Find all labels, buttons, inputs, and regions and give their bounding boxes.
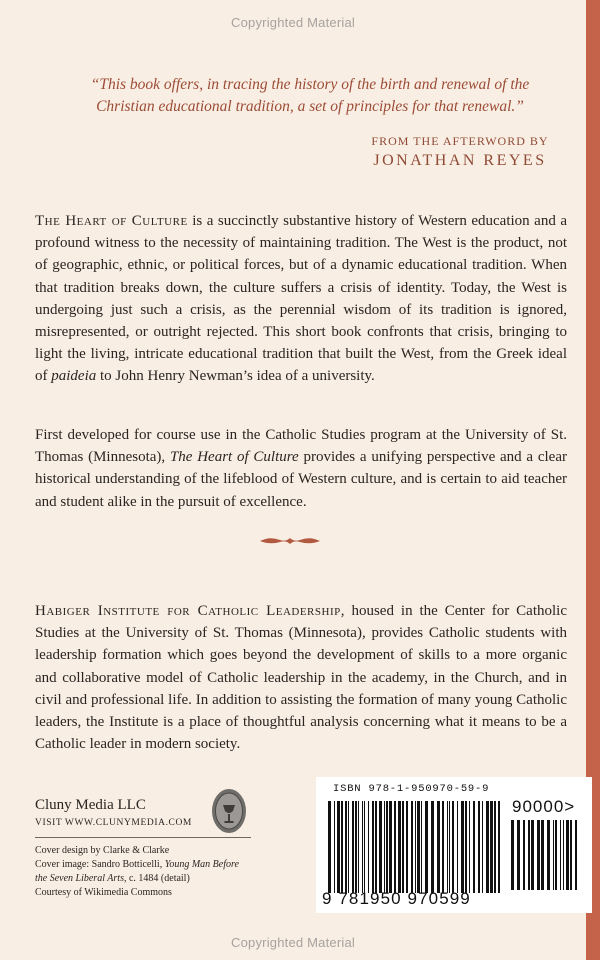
cover-credits — [35, 844, 295, 900]
publisher-website: VISIT WWW.CLUNYMEDIA.COM — [35, 818, 192, 828]
book-title: The Heart of Culture — [35, 213, 188, 229]
description-p2-text-a: First developed for course use in the Catholic Studies program at the University of St. Thomas (Minnesota), — [35, 427, 567, 466]
publisher-name: Cluny Media LLC — [35, 797, 146, 813]
institute-paragraph — [35, 600, 567, 755]
description-paragraph-2 — [35, 424, 567, 513]
endorsement-quote — [40, 74, 580, 118]
isbn-digits: 9 781950 970599 — [322, 889, 471, 908]
isbn-barcode — [316, 777, 592, 913]
price-code: 90000> — [512, 797, 576, 816]
credit-design: Cover design by Clarke & Clarke — [35, 845, 170, 856]
paideia-term: paideia — [51, 368, 97, 385]
watermark-bottom: Copyrighted Material — [231, 935, 355, 950]
institute-name: Habiger Institute for Catholic Leadership — [35, 603, 341, 619]
cluny-seal-icon — [210, 787, 248, 835]
quote-line-2: Christian educational tradition, a set of principles for that renewal.” — [96, 98, 524, 115]
description-paragraph-1 — [35, 210, 567, 388]
credit-image-line-1: Cover image: Sandro Botticelli, Young Man Before — [35, 859, 239, 870]
book-title-italic: The Heart of Culture — [169, 449, 299, 466]
credit-image-line-2: the Seven Liberal Arts, c. 1484 (detail) — [35, 873, 190, 884]
description-text-a: is a succinctly substantive history of Western education and a profound witness to the necessity of maintaining tradition. The West is the product, not of geographic, ethnic, or political forces, but of a dynamic educational tradition. When that tradition breaks down, the culture suffers a crisis of identity. Today, the West is undergoing just such a crisis, as the perennial wisdom of its tradition is ignored, misrepresented, or outright rejected. This short book confronts that crisis, bringing to light the living, intricate educational tradition that built the West, from the Greek ideal of — [35, 213, 568, 385]
quote-attribution-label: FROM THE AFTERWORD BY — [371, 134, 549, 148]
description-p2-text-b: provides a unifying perspective and a clear historical understanding of the lifeblood of Western culture, and is certain to aid teacher and student alike in the pursuit of excellence. — [35, 449, 567, 510]
barcode-main-bars-icon — [327, 801, 503, 893]
quote-attribution-name: JONATHAN REYES — [373, 152, 547, 169]
institute-text: , housed in the Center for Catholic Studies at the University of St. Thomas (Minnesota), provides Catholic students with leadership formation which goes beyond the development of skills to a more organic and collaborative model of Catholic leadership in the academy, in the Church, and in civil and professional life. In addition to assisting the formation of many young Catholic leaders, the Institute is a place of thoughtful analysis concerning what it means to be a Catholic leader in modern society. — [35, 603, 567, 753]
barcode-addon-bars-icon — [510, 820, 578, 890]
quote-line-1: “This book offers, in tracing the history of the birth and renewal of the — [90, 76, 530, 93]
isbn-label: ISBN 978-1-950970-59-9 — [333, 783, 490, 795]
watermark-top: Copyrighted Material — [231, 15, 355, 30]
credit-courtesy: Courtesy of Wikimedia Commons — [35, 887, 172, 898]
description-text-b: to John Henry Newman’s idea of a university. — [96, 368, 375, 385]
flourish-ornament-icon — [258, 533, 322, 549]
footer-divider — [35, 837, 251, 838]
